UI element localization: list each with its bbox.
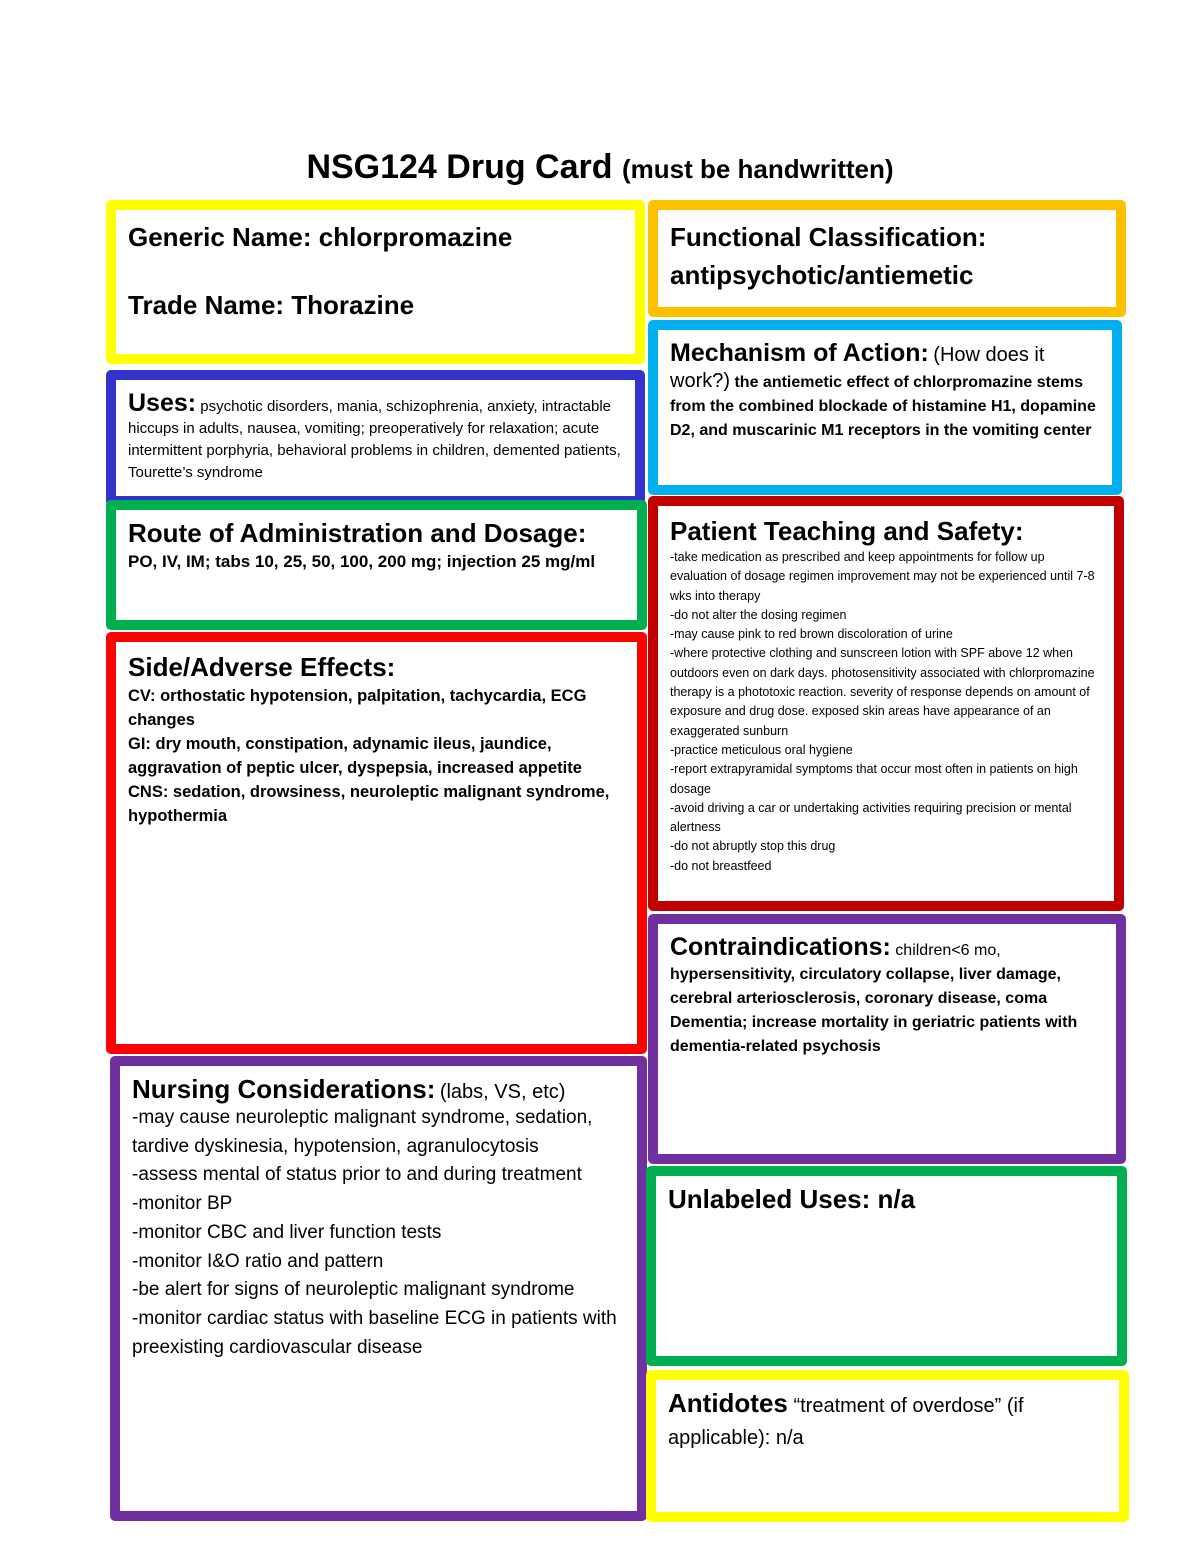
unlabeled-heading: Unlabeled Uses: n/a	[668, 1184, 916, 1214]
nursing-considerations-box	[110, 1056, 647, 1521]
route-text: PO, IV, IM; tabs 10, 25, 50, 100, 200 mg; injection 25 mg/ml	[128, 552, 596, 571]
teaching-item: -do not alter the dosing regimen	[670, 607, 847, 622]
functional-classification-box	[648, 200, 1126, 317]
side-effect-item: CV: orthostatic hypotension, palpitation, tachycardia, ECG changes	[128, 687, 587, 729]
teaching-item: -may cause pink to red brown discoloration of urine	[670, 627, 953, 642]
side-effects-list	[128, 684, 627, 828]
teaching-item: -do not abruptly stop this drug	[670, 839, 836, 854]
patient-teaching-box	[648, 496, 1124, 911]
teaching-item: -report extrapyramidal symptoms that occur most often in patients on high dosage	[670, 762, 1078, 796]
teaching-heading: Patient Teaching and Safety:	[670, 516, 1024, 546]
nursing-note: (labs, VS, etc)	[439, 1081, 566, 1103]
title-note: (must be handwritten)	[621, 154, 894, 184]
nursing-item: -assess mental of status prior to and during treatment	[132, 1164, 582, 1186]
mechanism-box	[648, 320, 1122, 495]
teaching-item: -practice meticulous oral hygiene	[670, 742, 853, 757]
route-heading: Route of Administration and Dosage:	[128, 518, 587, 548]
uses-heading: Uses:	[128, 389, 197, 417]
trade-name: Trade Name: Thorazine	[128, 290, 415, 320]
generic-name-box	[106, 200, 645, 364]
mechanism-content	[670, 338, 1102, 443]
contraindications-heading: Contraindications:	[670, 933, 891, 961]
nursing-item: -be alert for signs of neuroleptic malignant syndrome	[132, 1279, 575, 1301]
functional-classification-value: antipsychotic/antiemetic	[670, 260, 974, 290]
nursing-item: -may cause neuroleptic malignant syndrome, sedation, tardive dyskinesia, hypotension, agranulocytosis	[132, 1107, 593, 1157]
side-effect-item: CNS: sedation, drowsiness, neuroleptic malignant syndrome, hypothermia	[128, 783, 610, 825]
antidotes-box	[646, 1370, 1129, 1522]
nursing-item: -monitor BP	[132, 1193, 233, 1215]
contraindications-box	[648, 914, 1126, 1164]
mechanism-heading: Mechanism of Action:	[670, 339, 929, 367]
antidotes-heading: Antidotes	[668, 1388, 788, 1418]
nursing-heading: Nursing Considerations:	[132, 1074, 436, 1104]
contraindications-text: hypersensitivity, circulatory collapse, liver damage, cerebral arteriosclerosis, coronary disease, coma	[670, 966, 1061, 1007]
nursing-item: -monitor CBC and liver function tests	[132, 1221, 442, 1243]
teaching-item: -take medication as prescribed and keep appointments for follow up evaluation of dosage regimen improvement may not be experienced until 7-8 wks into therapy	[670, 550, 1095, 603]
unlabeled-uses-box	[646, 1166, 1127, 1366]
mechanism-note: (How does it work?)	[670, 344, 1045, 392]
side-effects-heading: Side/Adverse Effects:	[128, 652, 396, 682]
uses-content	[128, 388, 625, 484]
antidotes-note: “treatment of overdose” (if applicable): n/a	[668, 1395, 1024, 1449]
teaching-item: -avoid driving a car or undertaking activities requiring precision or mental alertness	[670, 800, 1072, 835]
functional-classification-heading: Functional Classification:	[670, 222, 987, 252]
mechanism-text: the antiemetic effect of chlorpromazine stems from the combined blockade of histamine H1, dopamine D2, and muscarinic M1 receptors in the vomiting center	[670, 374, 1096, 439]
nursing-item: -monitor cardiac status with baseline ECG in patients with preexisting cardiovascular disease	[132, 1307, 617, 1358]
teaching-list	[670, 548, 1104, 876]
title-main: NSG124 Drug Card	[306, 148, 613, 186]
teaching-item: -where protective clothing and sunscreen lotion with SPF above 12 when outdoors even on dark days. photosensitivity associated with chlorpromazine therapy is a phototoxic reaction. severity of response depends on amount of exposure and drug dose. exposed skin areas have appearance of an exaggerated sunburn	[670, 646, 1095, 738]
contraindications-lead: children<6 mo,	[895, 942, 1001, 959]
side-effect-item: GI: dry mouth, constipation, adynamic ileus, jaundice, aggravation of peptic ulcer, dyspepsia, increased appetite	[128, 735, 582, 777]
uses-box	[106, 370, 645, 506]
route-dosage-box	[106, 500, 647, 630]
generic-name: Generic Name: chlorpromazine	[128, 222, 513, 252]
nursing-item: -monitor I&O ratio and pattern	[132, 1250, 384, 1272]
uses-text: psychotic disorders, mania, schizophrenia, anxiety, intractable hiccups in adults, nausea, vomiting; preoperatively for relaxation; acute intermittent porphyria, behavioral problems in children, demented patients, Tourette’s syndrome	[128, 398, 621, 481]
page-title	[0, 148, 1200, 187]
nursing-list	[132, 1104, 627, 1362]
teaching-item: -do not breastfeed	[670, 858, 772, 873]
nursing-heading-line	[132, 1074, 627, 1104]
antidotes-content	[668, 1388, 1109, 1454]
contraindications-content	[670, 932, 1106, 1011]
side-effects-box	[106, 632, 647, 1054]
contraindications-text-2: Dementia; increase mortality in geriatric patients with dementia-related psychosis	[670, 1014, 1078, 1055]
